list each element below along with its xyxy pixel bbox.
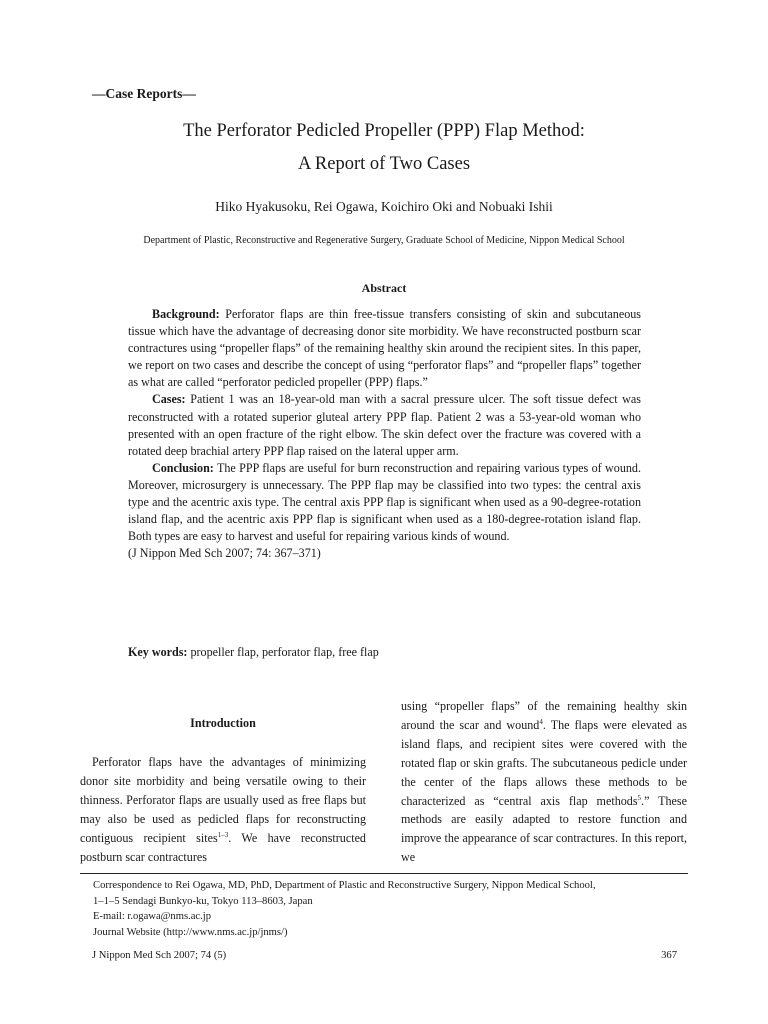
footer-journal: J Nippon Med Sch 2007; 74 (5) bbox=[92, 950, 227, 961]
conclusion-label: Conclusion: bbox=[152, 460, 214, 475]
citation-ref: 4 bbox=[539, 717, 543, 726]
citation-ref: 1–3 bbox=[217, 830, 229, 839]
abstract-body bbox=[128, 306, 641, 562]
intro-left-text-b: . We have reconstructed postburn scar contractures bbox=[80, 830, 366, 864]
intro-right-text-b: . The flaps were elevated as island flaps, and recipient sites were covered with the rotated flap or skin grafts. The subcutaneous pedicle under the center of the flaps allows these methods to be characterized as “central axis flap methods bbox=[401, 717, 687, 808]
footnote-divider bbox=[80, 873, 688, 874]
background-text: Perforator flaps are thin free-tissue transfers consisting of skin and subcutaneous tissue which have the advantage of decreasing donor site morbidity. We have reconstructed postburn scar contractures using “propeller flaps” of the remaining healthy skin around the recipient sites. In this paper, we report on two cases and describe the concept of using “perforator flaps” and “propeller flaps” together as what are called “perforator pedicled propeller (PPP) flaps.” bbox=[128, 307, 641, 390]
intro-column-left bbox=[80, 753, 366, 866]
intro-left-text-a: Perforator flaps have the advantages of minimizing donor site morbidity and being versatile owing to their thinness. Perforator flaps are usually used as free flaps but may also be used as pedicled flaps for reconstructing contiguous recipient sites bbox=[80, 755, 366, 845]
conclusion-text: The PPP flaps are useful for burn reconstruction and repairing various types of wound. Moreover, microsurgery is unnecessary. The PPP flap may be classified into two types: the central axis type and the acentric axis type. The central axis PPP flap is significant when used as a 90-degree-rotation island flap, and the acentric axis PPP flap is significant when used as a 180-degree-rotation island flap. Both types are easy to harvest and useful for repairing various kinds of wound. bbox=[128, 460, 641, 544]
cases-text: Patient 1 was an 18-year-old man with a sacral pressure ulcer. The soft tissue defect was reconstructed with a rotated superior gluteal artery PPP flap. Patient 2 was a 53-year-old woman who presented with an open fracture of the right elbow. The skin defect over the fracture was covered with a rotated deep brachial artery PPP flap raised on the lateral upper arm. bbox=[128, 392, 641, 458]
keywords bbox=[128, 645, 379, 660]
intro-right-text-a: using “propeller flaps” of the remaining healthy skin around the scar and wound bbox=[401, 699, 687, 732]
background-label: Background: bbox=[152, 307, 220, 321]
keywords-text: propeller flap, perforator flap, free flap bbox=[187, 645, 379, 659]
intro-column-right bbox=[401, 697, 687, 867]
article-title-line-2: A Report of Two Cases bbox=[297, 154, 471, 174]
correspondence-block bbox=[93, 878, 596, 940]
abstract-cases bbox=[128, 391, 641, 459]
keywords-label: Key words: bbox=[128, 645, 188, 659]
correspondence-line: Correspondence to Rei Ogawa, MD, PhD, Department of Plastic and Reconstructive Surgery, Nippon Medical School, bbox=[93, 880, 596, 891]
correspondence-address: 1–1–5 Sendagi Bunkyo-ku, Tokyo 113–8603, Japan bbox=[93, 895, 313, 907]
abstract-background bbox=[128, 306, 641, 391]
author-list: Hiko Hyakusoku, Rei Ogawa, Koichiro Oki and Nobuaki Ishii bbox=[215, 199, 553, 214]
correspondence-email: E-mail: r.ogawa@nms.ac.jp bbox=[93, 911, 212, 923]
section-label: —Case Reports— bbox=[92, 86, 196, 101]
page-number: 367 bbox=[661, 950, 677, 961]
abstract-heading: Abstract bbox=[361, 281, 407, 295]
cases-label: Cases: bbox=[152, 392, 186, 407]
abstract-conclusion bbox=[128, 460, 641, 545]
journal-website: Journal Website (http://www.nms.ac.jp/jnms/) bbox=[93, 926, 288, 938]
citation-ref: 5 bbox=[637, 793, 642, 802]
intro-right-text-c: .” These methods are easily adapted to restore function and improve the appearance of scar contractures. In this report, we bbox=[401, 793, 687, 865]
introduction-heading: Introduction bbox=[190, 716, 256, 730]
article-title-line-1: The Perforator Pedicled Propeller (PPP) Flap Method: bbox=[183, 121, 585, 141]
affiliation: Department of Plastic, Reconstructive and Regenerative Surgery, Graduate School of Medicine, Nippon Medical School bbox=[143, 235, 625, 246]
abstract-citation: (J Nippon Med Sch 2007; 74: 367–371) bbox=[128, 546, 321, 561]
